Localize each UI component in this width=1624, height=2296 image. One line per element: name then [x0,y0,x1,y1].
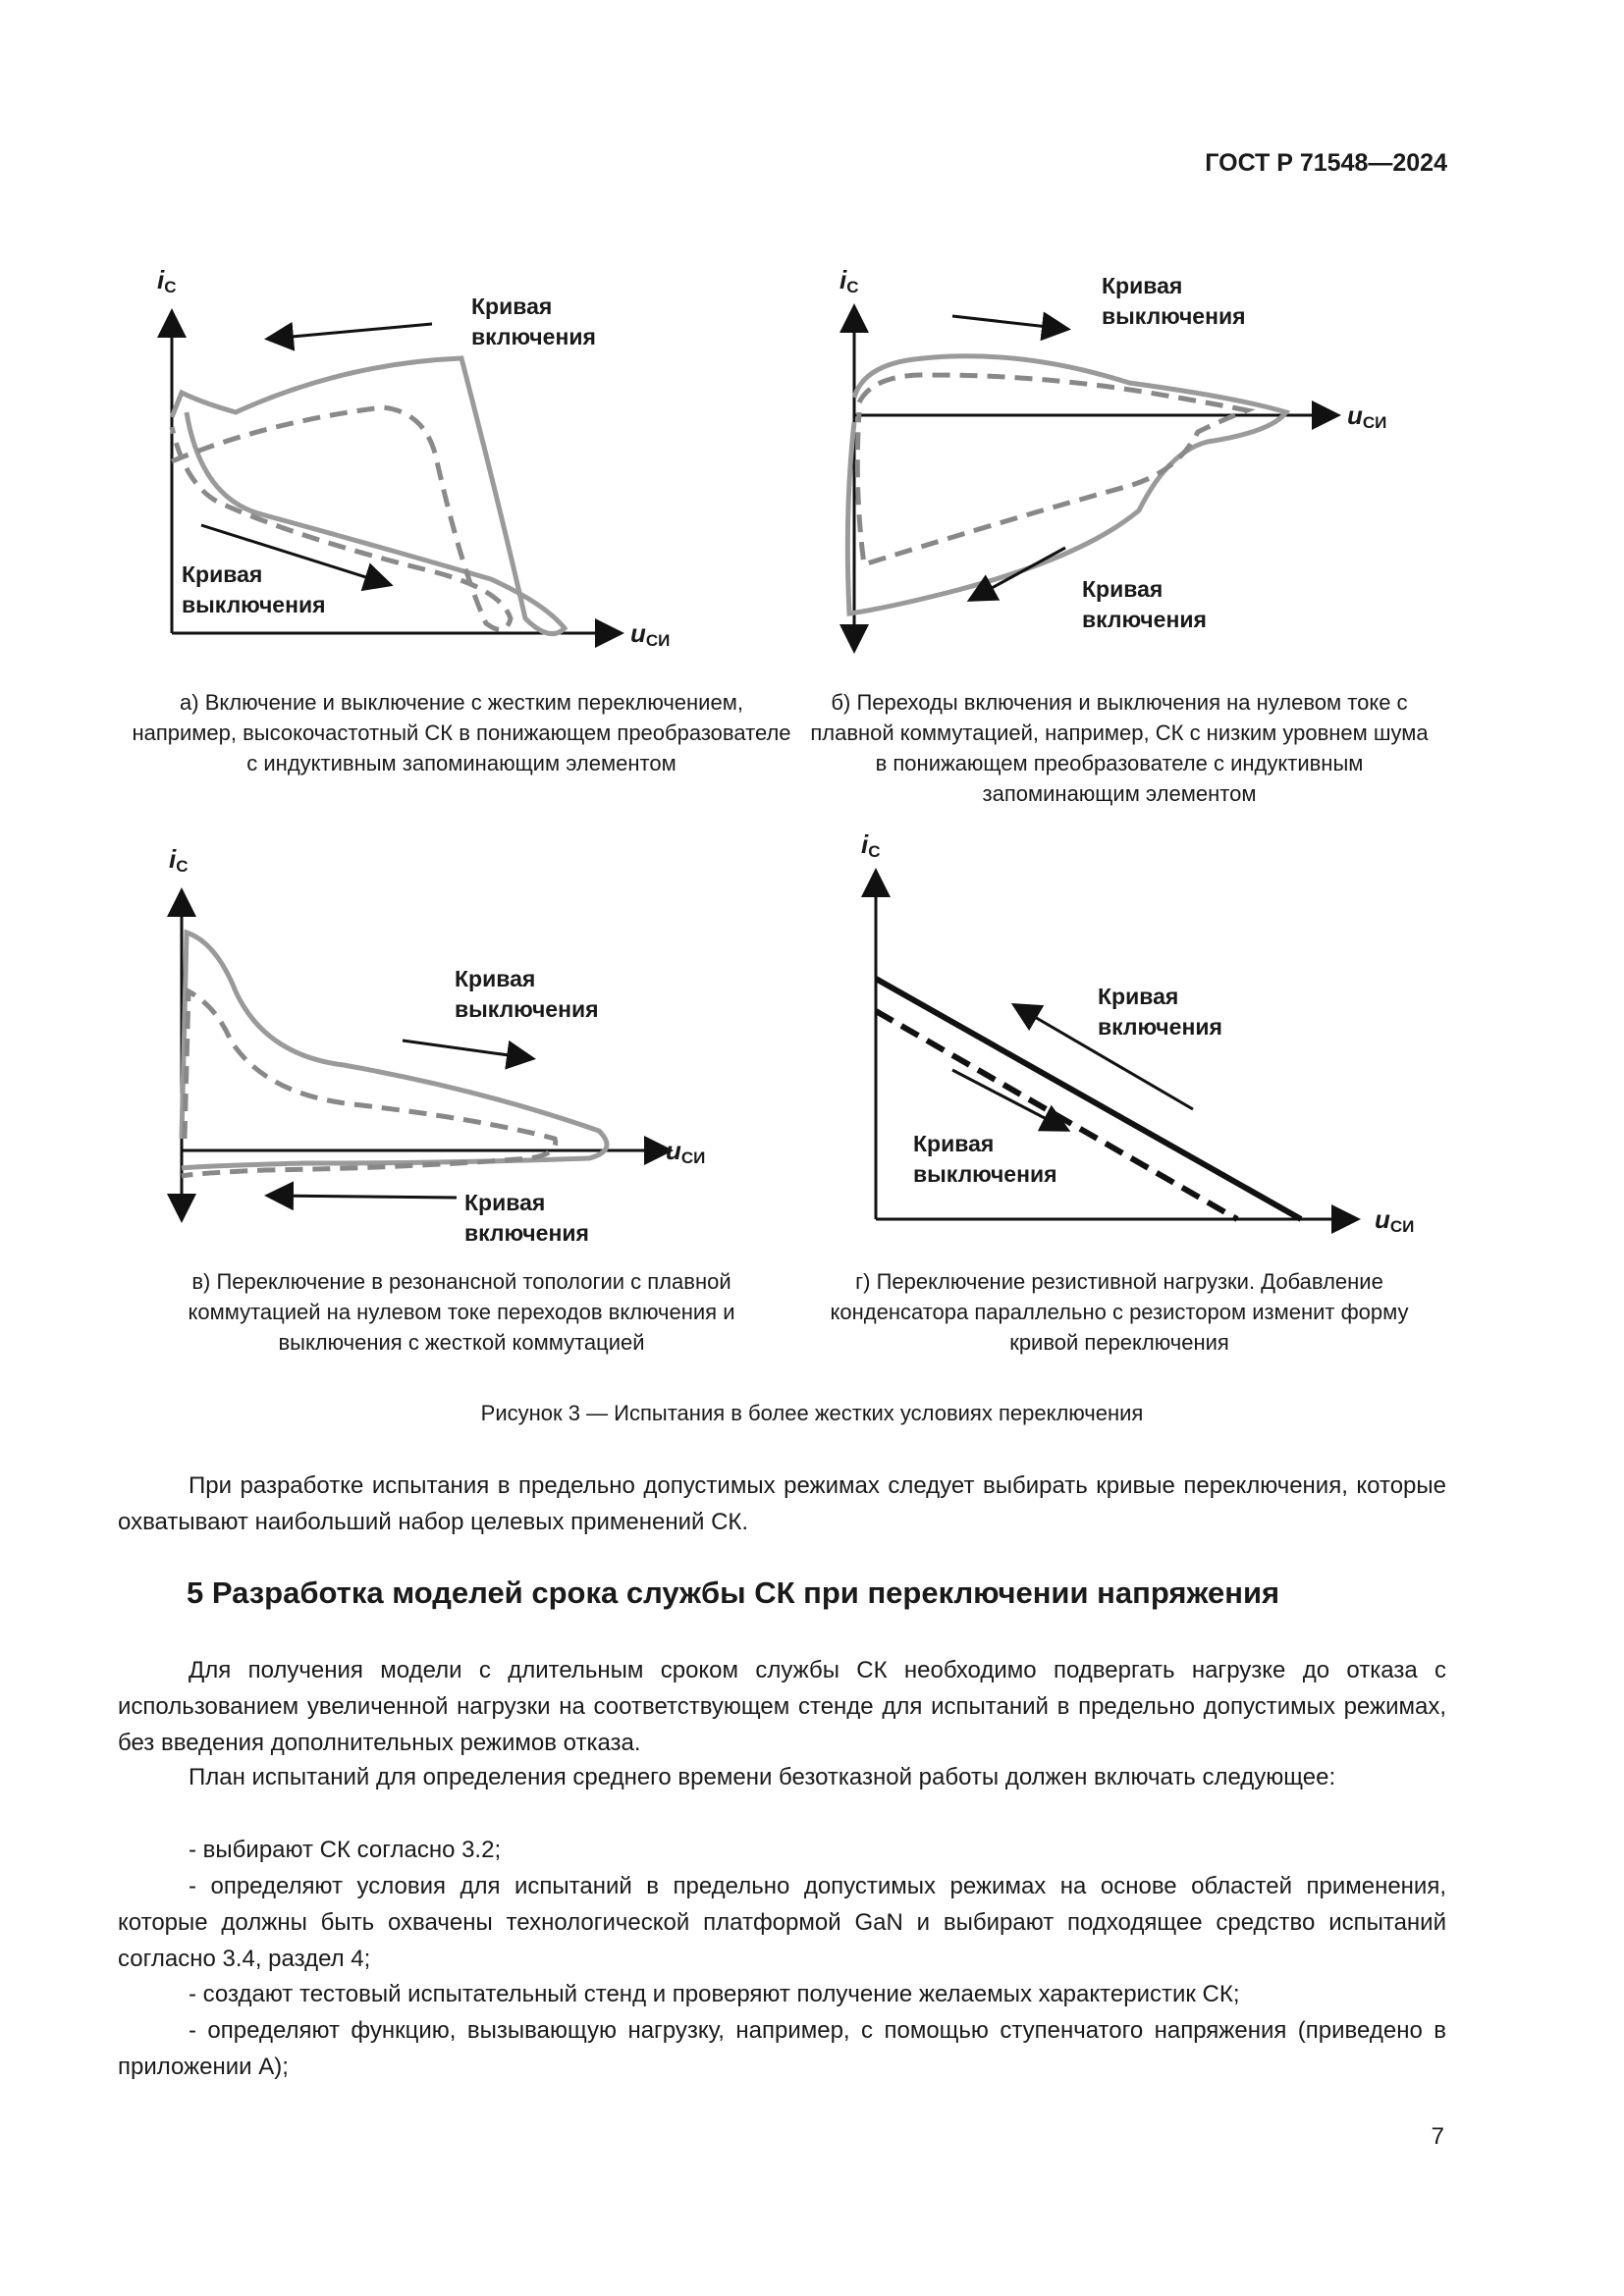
caption-v: в) Переключение в резонансной топологии с плавной коммутацией на нулевом токе переходов включения и выключения с жесткой коммутацией [188,1269,735,1355]
page-number: 7 [1431,2123,1444,2150]
arrow-off [952,316,1065,329]
y-axis-label: $i_С$ [157,265,177,296]
x-axis-label: $u_{СИ}$ [630,618,671,650]
caption-g: г) Переключение резистивной нагрузки. Добавление конденсатора параллельно с резистором изменит форму кривой переключения [830,1269,1409,1355]
standard-code: ГОСТ Р 71548—2024 [1205,149,1447,177]
x-axis-label: $u_{СИ}$ [1347,400,1387,432]
figure-g [844,829,1414,1242]
arrow-on [270,324,432,339]
section-heading: 5 Разработка моделей срока службы СК при переключении напряжения [187,1575,1280,1610]
dashed-curve [857,375,1247,564]
label-off-curve: Кривая выключения [913,1131,1057,1187]
label-on-curve: Кривая включения [1082,576,1207,632]
paragraph-1: При разработке испытания в предельно допустимых режимах следует выбирать кривые переключения, которые охватывают наибольший набор целевых применений СК. [118,1472,1446,1535]
list-item: - создают тестовый испытательный стенд и проверяют получение желаемых характеристик СК; [189,1981,1240,2007]
figure-title: Рисунок 3 — Испытания в более жестких условиях переключения [480,1401,1144,1425]
paragraph-2: Для получения модели с длительным сроком службы СК необходимо подвергать нагрузке до отказа с использованием увеличенной нагрузки на соответствующем стенде для испытаний в предельно допустимых режимах, без введения дополнительных режимов отказа. [118,1657,1446,1756]
list-item: - выбирают СК согласно 3.2; [189,1837,502,1863]
figure-a [147,265,697,667]
solid-curve [847,356,1286,614]
caption-a: а) Включение и выключение с жестким переключением, например, высокочастотный СК в понижающем преобразователе с индуктивным запоминающим элементом [132,690,791,775]
label-off-curve: Кривая выключения [182,561,326,617]
list-item: - определяют условия для испытаний в предельно допустимых режимах на основе областей применения, которые должны быть охвачены технологической платформой GaN и выбирают подходящее средство испытаний согласно 3.4, раздел 4; [118,1873,1446,1972]
label-on-curve: Кривая включения [464,1190,589,1246]
x-axis-label: $u_{СИ}$ [666,1136,706,1167]
arrow-off [403,1041,530,1058]
caption-b: б) Переходы включения и выключения на нулевом токе с плавной коммутацией, например, СК с низким уровнем шума в понижающем преобразователе с индуктивным запоминающим элементом [810,690,1429,806]
figure-v [157,844,727,1256]
y-axis-label: $i_С$ [861,829,881,861]
y-axis-label: $i_С$ [169,844,189,876]
label-off-curve: Кривая выключения [1102,273,1246,329]
label-off-curve: Кривая выключения [455,966,599,1022]
y-axis-label: $i_С$ [839,265,859,296]
arrow-on [270,1196,457,1198]
paragraph-3: План испытаний для определения среднего времени безотказной работы должен включать следующее: [189,1764,1336,1790]
label-on-curve: Кривая включения [1098,984,1222,1040]
figure-v-plot [157,844,727,1256]
x-axis-label: $u_{СИ}$ [1375,1204,1415,1236]
list-item: - определяют функцию, вызывающую нагрузку, например, с помощью ступенчатого напряжения (приведено в приложении А); [118,2017,1446,2080]
arrow-on [972,548,1065,599]
figure-b [825,265,1414,667]
label-on-curve: Кривая включения [471,294,596,349]
